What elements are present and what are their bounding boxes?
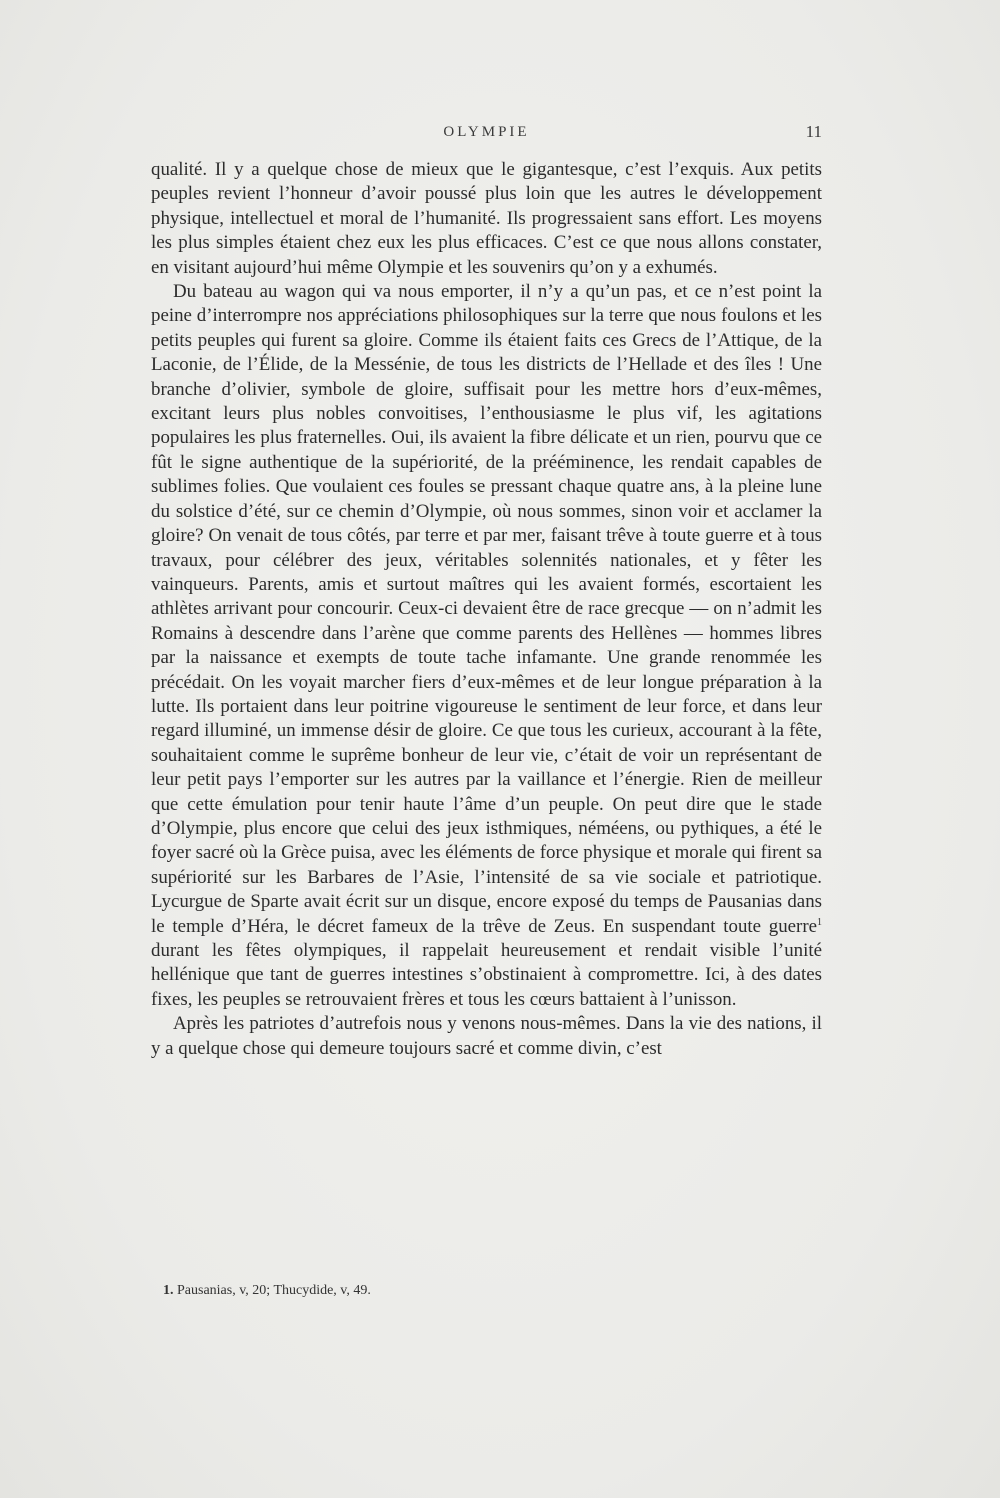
paragraph-2-text-a: Du bateau au wagon qui va nous emporter, il n’y a qu’un pas, et ce n’est point la peine d’interrompre nos appréciations philosophiques sur la terre que nous foulons et les petits peuples qui furent sa gloire. Comme ils étaient faits ces Grecs de l’Attique, de la Laconie, de l’Élide, de la Messénie, de tous les districts de l’Hellade et des îles ! Une branche d’olivier, symbole de gloire, suffisait pour les mettre hors d’eux-mêmes, excitant leurs plus nobles convoitises, l’enthousiasme le plus vif, les agitations populaires les plus fraternelles. Oui, ils avaient la fibre délicate et un rien, pourvu que ce fût le signe authentique de la supériorité, de la prééminence, les rendait capables de sublimes folies. Que voulaient ces foules se pressant chaque quatre ans, à la pleine lune du solstice d’été, sur ce chemin d’Olympie, où nous sommes, sinon voir et acclamer la gloire? On venait de tous côtés, par terre et par mer, faisant trêve à toute guerre et à tous travaux, pour célébrer des jeux, véritables solennités nationales, et y fêter les vainqueurs. Parents, amis et surtout maîtres qui les avaient formés, escortaient les athlètes arrivant pour concourir. Ceux-ci devaient être de race grecque — on n’admit les Romains à descendre dans l’arène que comme parents des Hellènes — hommes libres par la naissance et exempts de toute tache infamante. Une grande renommée les précédait. On les voyait marcher fiers d’eux-mêmes et de leur longue préparation à la lutte. Ils portaient dans leur poitrine vigoureuse le sentiment de leur force, et dans leur regard illuminé, un immense désir de gloire. Ce que tous les curieux, accourant à la fête, souhaitaient comme le suprême bonheur de leur vie, c’était de voir un représentant de leur petit pays l’emporter sur les autres par la vaillance et l’énergie. Rien de meilleur que cette émulation pour tenir haute l’âme d’un peuple. On peut dire que le stade d’Olympie, plus encore que celui des jeux isthmiques, néméens, ou pythiques, a été le foyer sacré où la Grèce puisa, avec les éléments de force physique et morale qui firent sa supériorité sur les Barbares de l’Asie, l’intensité de sa vie sociale et patriotique. Lycurgue de Sparte avait écrit sur un disque, encore exposé du temps de Pausanias dans le temple d’Héra, le décret fameux de la trêve de Zeus. En suspendant toute guerre (151, 281, 822, 937)
paragraph-1: qualité. Il y a quelque chose de mieux que le gigantesque, c’est l’exquis. Aux petits peuples revient l’honneur d’avoir poussé plus loin que les autres le développement physique, intellectuel et moral de l’humanité. Ils progressaient sans effort. Les moyens les plus simples étaient chez eux les plus efficaces. C’est ce que nous allons constater, en visitant aujourd’hui même Olympie et les souvenirs qu’on y a exhumés. (151, 159, 822, 278)
page-number: 11 (805, 122, 822, 141)
paragraph-2-text-b: durant les fêtes olympiques, il rappelait heureusement et rendait visible l’unité hellénique que tant de guerres intestines s’obstinaient à compromettre. Ici, à des dates fixes, les peuples se retrouvaient frères et tous les cœurs battaient à l’unisson. (151, 940, 822, 1010)
footnote-reference: 1 (817, 916, 822, 928)
footnote (163, 1283, 813, 1299)
footnote-text: Pausanias, v, 20; Thucydide, v, 49. (177, 1283, 371, 1298)
body-text (151, 158, 822, 1061)
paragraph-3: Après les patriotes d’autrefois nous y venons nous-mêmes. Dans la vie des nations, il y a quelque chose qui demeure toujours sacré et comme divin, c’est (151, 1013, 822, 1059)
footnote-number: 1. (163, 1283, 174, 1298)
paragraph-2 (151, 280, 822, 1012)
running-title: OLYMPIE (443, 124, 530, 140)
page-header (151, 120, 822, 146)
